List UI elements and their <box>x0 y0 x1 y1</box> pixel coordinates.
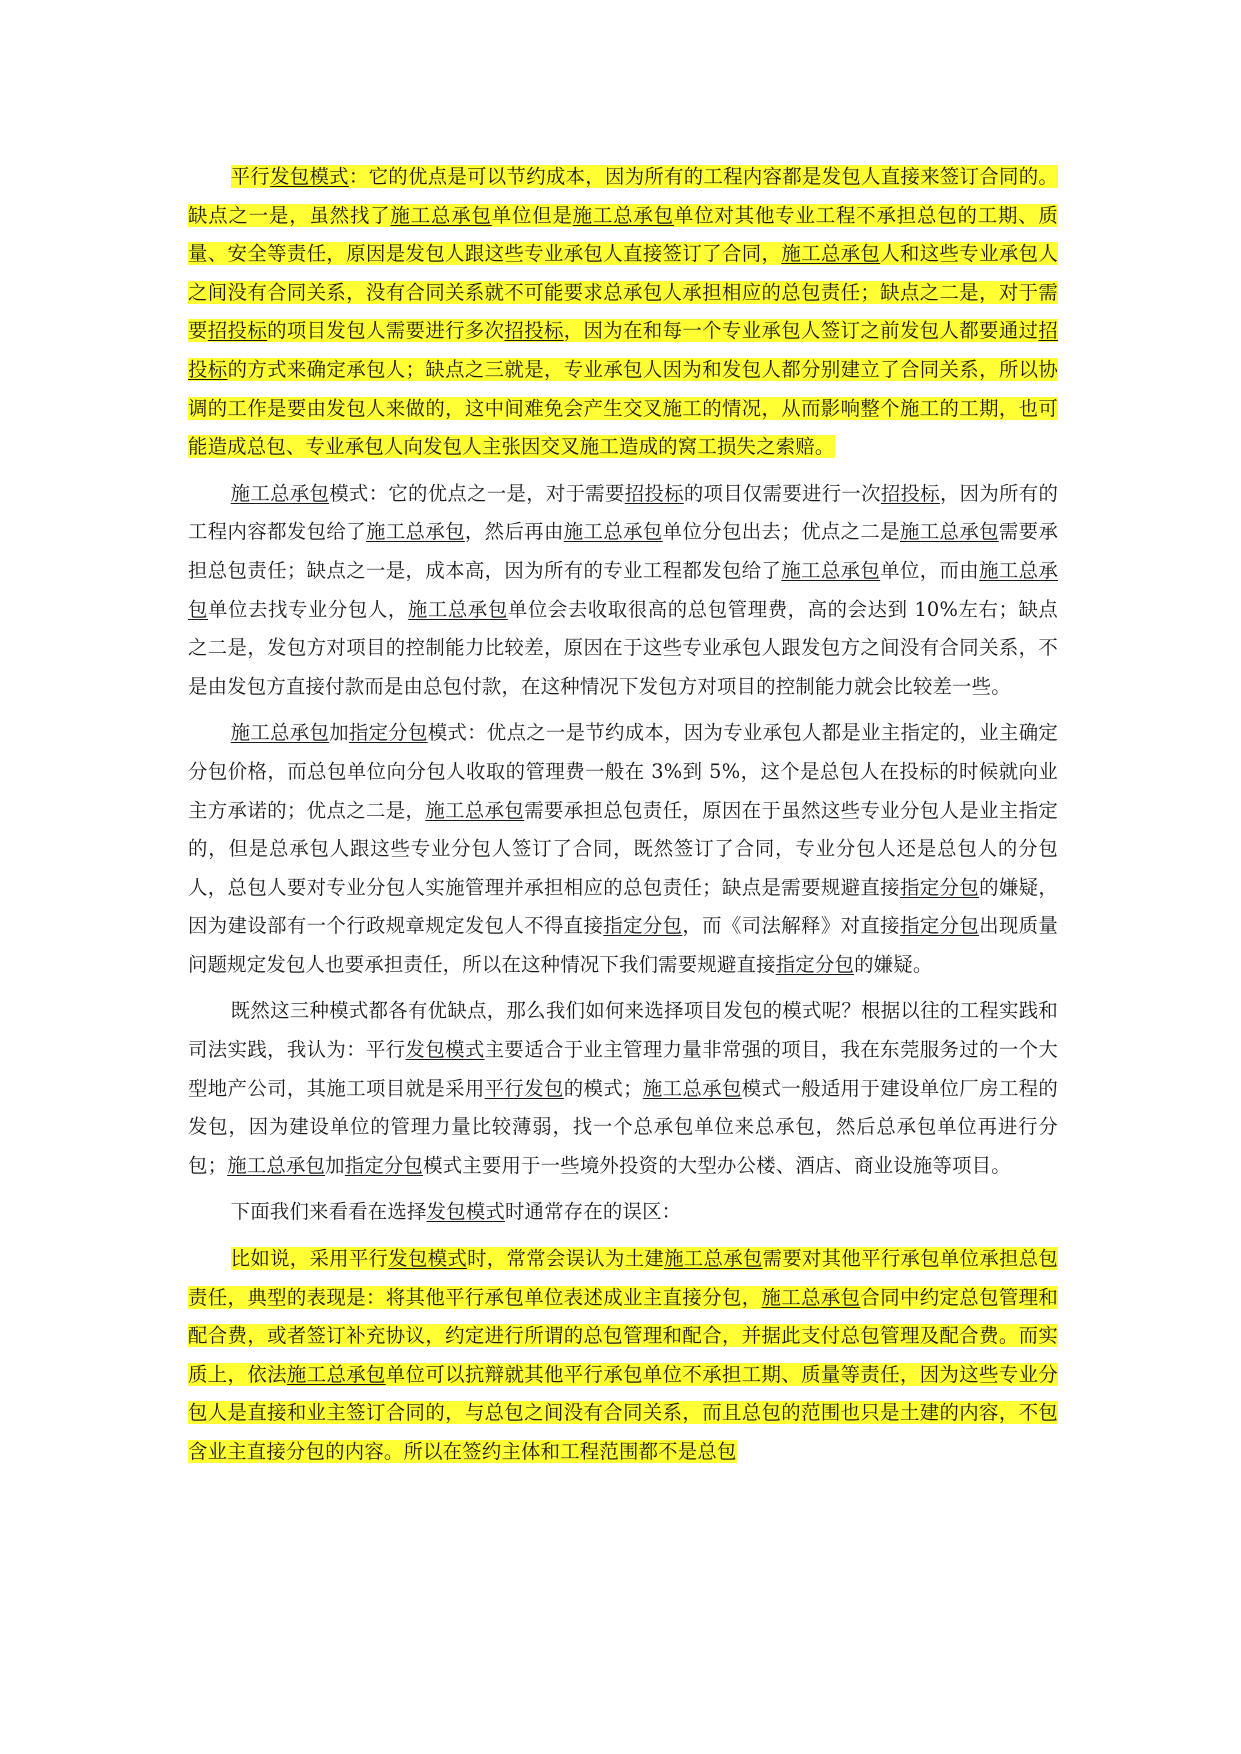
text-segment: 单位分包出去；优点之二是 <box>662 520 900 544</box>
underlined-term: 施工总承包 <box>188 558 1059 621</box>
underlined-term: 招投标 <box>188 319 1058 381</box>
text-segment: 的方式来确定承包人；缺点之三就是，专业承包人因为和发包人都分别建立了合同关系，所以协调的工作是要由发包人来做的，这中间难免会产生交叉施工的情况，从而影响整个施工的工期，也可能造成总包、专业承包人向发包人主张因交叉施工造成的窝工损失之索赔。 <box>188 357 1058 459</box>
text-segment: 需要承担总包责任，原因在于虽然这些专业分包人是业主指定的，但是总承包人跟这些专业分包人签订了合同，既然签订了合同，专业分包人还是总包人的分包人，总包人要对专业分包人实施管理并承担相应的总包责任；缺点是需要规避直接 <box>188 798 1059 899</box>
underlined-term: 施工总承包 <box>642 1076 742 1100</box>
underlined-term: 施工总承包 <box>230 481 330 505</box>
text-segment: 模式：它的优点之一是，对于需要 <box>329 481 625 505</box>
text-segment: 单位可以抗辩就其他平行承包单位不承担工期、质量等责任，因为这些专业分包人是直接和业主签订合同的，与总包之间没有合同关系，而且总包的范围也只是土建的内容，不包含业主直接分包的内容。所以在签约主体和工程范围都不是总包 <box>188 1362 1059 1463</box>
underlined-term: 施工总承包 <box>563 520 663 544</box>
text-segment: 单位，而由 <box>880 558 980 582</box>
underlined-term: 施工总承包 <box>425 798 525 822</box>
underlined-term: 施工总承包 <box>407 597 508 621</box>
paragraph-text <box>231 1200 682 1223</box>
text-segment: 时通常存在的误区： <box>504 1200 682 1224</box>
text-segment: 单位但是 <box>491 203 573 227</box>
paragraph <box>188 1240 1058 1472</box>
text-segment: 需要对其他平行承包单位承担总包责任，典型的表现是：将其他平行承包单位表述成业主直接分包， <box>188 1247 1059 1309</box>
underlined-term: 招投标 <box>624 481 684 505</box>
underlined-term: 施工总承包 <box>781 558 881 582</box>
text-segment: 既然这三种模式都各有优缺点，那么我们如何来选择项目发包的模式呢？根据以往的工程实践和司法实践，我认为：平行 <box>188 999 1058 1062</box>
paragraph-text <box>188 999 1058 1176</box>
text-segment: 的嫌疑，因为建设部有一个行政规章规定发包人不得直接 <box>188 875 1058 938</box>
text-segment: 的模式； <box>563 1076 643 1100</box>
paragraph <box>188 158 1058 467</box>
underlined-term: 施工总承包 <box>572 203 674 227</box>
underlined-term: 发包模式 <box>426 1200 505 1224</box>
text-segment: 模式一般适用于建设单位厂房工程的发包，因为建设单位的管理力量比较薄弱，找一个总承包单位来总承包，然后总承包单位再进行分包； <box>188 1076 1059 1177</box>
underlined-term: 招投标 <box>207 319 268 343</box>
highlighted-text <box>188 1247 1058 1463</box>
underlined-term: 招投标 <box>880 481 940 505</box>
text-segment: 平行 <box>230 165 271 188</box>
text-segment: 的项目发包人需要进行多次 <box>267 319 505 343</box>
underlined-term: 发包模式 <box>388 1247 468 1271</box>
text-segment: ，因为在和每一个专业承包人签订之前发包人都要通过 <box>563 319 1039 343</box>
underlined-term: 平行发包 <box>484 1076 564 1100</box>
text-segment: 加 <box>325 1153 345 1177</box>
text-segment: 时，常常会误认为土建 <box>467 1247 665 1271</box>
text-segment: 模式主要用于一些境外投资的大型办公楼、酒店、商业设施等项目。 <box>423 1153 1011 1177</box>
paragraph-text <box>188 482 1058 698</box>
underlined-term: 指定分包 <box>344 1153 424 1177</box>
text-segment: 单位对其他专业工程不承担总包的工期、质量、安全等责任，原因是发包人跟这些专业承包人直接签订了合同， <box>188 203 1059 266</box>
underlined-term: 指定分包 <box>775 952 855 976</box>
underlined-term: 指定分包 <box>899 914 980 938</box>
text-segment: ，然后再由 <box>464 520 564 544</box>
text-segment: 模式：优点之一是节约成本，因为专业承包人都是业主指定的，业主确定分包价格，而总包单位向分包人收取的管理费一般在 3%到 5%，这个是总包人在投标的时候就向业主方承诺的；优点之二是， <box>188 721 1059 822</box>
underlined-term: 指定分包 <box>899 875 980 899</box>
underlined-term: 指定分包 <box>603 914 683 938</box>
text-segment: 比如说，采用平行 <box>230 1247 389 1271</box>
underlined-term: 施工总承包 <box>230 721 330 745</box>
underlined-term: 施工总承包 <box>366 520 465 544</box>
underlined-term: 施工总承包 <box>390 203 492 227</box>
paragraph <box>188 714 1058 984</box>
text-segment: 主要适合于业主管理力量非常强的项目，我在东莞服务过的一个大型地产公司，其施工项目就是采用 <box>188 1038 1058 1100</box>
text-segment: 的嫌疑。 <box>854 952 933 976</box>
underlined-term: 施工总承包 <box>286 1362 386 1386</box>
underlined-term: 施工总承包 <box>900 520 999 544</box>
underlined-term: 发包模式 <box>405 1038 485 1062</box>
underlined-term: 施工总承包 <box>761 1285 861 1309</box>
text-segment: 出现质量问题规定发包人也要承担责任，所以在这种情况下我们需要规避直接 <box>188 914 1058 976</box>
paragraph <box>188 992 1058 1185</box>
text-segment: 人和这些专业承包人之间没有合同关系，没有合同关系就不可能要求总承包人承担相应的总包责任；缺点之二是，对于需要 <box>188 242 1059 343</box>
text-segment: ，而《司法解释》对直接 <box>682 914 900 938</box>
underlined-term: 招投标 <box>504 319 564 343</box>
text-segment: 加 <box>329 721 349 745</box>
underlined-term: 施工总承包 <box>781 242 881 266</box>
text-segment: 需要承担总包责任；缺点之一是，成本高，因为所有的专业工程都发包给了 <box>188 520 1059 582</box>
underlined-term: 发包模式 <box>270 165 349 188</box>
underlined-term: 施工总承包 <box>227 1153 326 1177</box>
paragraph <box>188 475 1058 707</box>
text-segment: 合同中约定总包管理和配合费，或者签订补充协议，约定进行所谓的总包管理和配合，并据此支付总包管理及配合费。而实质上，依法 <box>188 1285 1059 1386</box>
text-segment: 单位会去收取很高的总包管理费，高的会达到 10%左右；缺点之二是，发包方对项目的控制能力比较差，原因在于这些专业承包人跟发包方之间没有合同关系，不是由发包方直接付款而是由总包付款，在这种情况下发包方对项目的控制能力就会比较差一些。 <box>188 597 1059 698</box>
text-segment: 单位去找专业分包人， <box>208 597 408 621</box>
paragraph-text <box>188 721 1058 976</box>
document-page <box>188 158 1058 1480</box>
text-segment: 的项目仅需要进行一次 <box>683 481 881 505</box>
paragraph <box>188 1193 1058 1232</box>
text-segment: ，因为所有的工程内容都发包给了 <box>188 481 1059 544</box>
highlighted-text <box>188 165 1058 458</box>
text-segment: ：它的优点是可以节约成本，因为所有的工程内容都是发包人直接来签订合同的。缺点之一是，虽然找了 <box>188 165 1058 227</box>
underlined-term: 施工总承包 <box>664 1247 763 1271</box>
text-segment: 下面我们来看看在选择 <box>230 1200 427 1224</box>
underlined-term: 指定分包 <box>348 721 428 745</box>
